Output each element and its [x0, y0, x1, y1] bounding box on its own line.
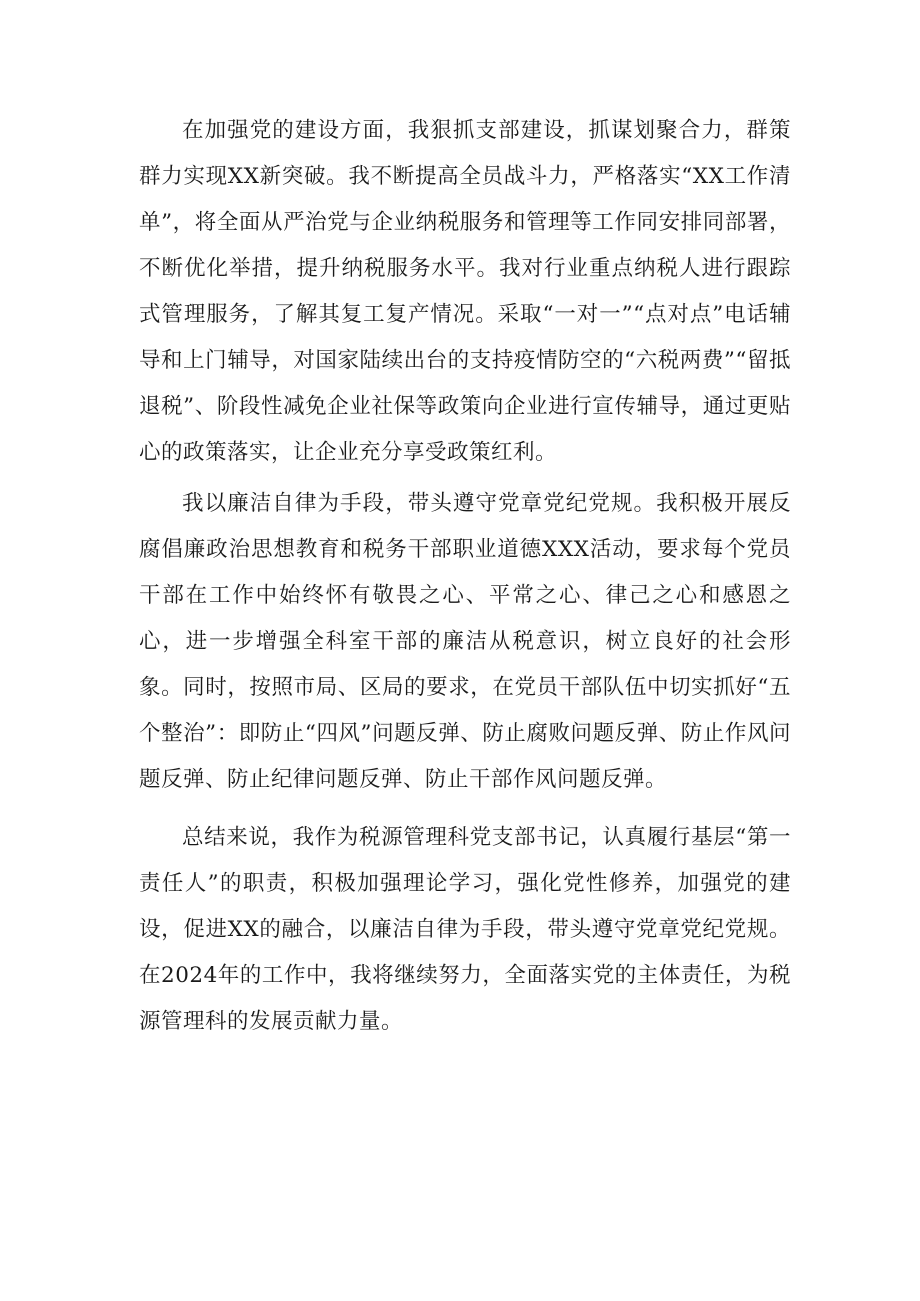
paragraph-integrity: 我以廉洁自律为手段，带头遵守党章党纪党规。我积极开展反腐倡廉政治思想教育和税务干部职业道德XXX活动，要求每个党员干部在工作中始终怀有敬畏之心、平常之心、律己之心和感恩之心，进一步增强全科室干部的廉洁从税意识，树立良好的社会形象。同时，按照市局、区局的要求，在党员干部队伍中切实抓好“五个整治”：即防止“四风”问题反弹、防止腐败问题反弹、防止作风问题反弹、防止纪律问题反弹、防止干部作风问题反弹。 [139, 491, 791, 792]
document-body [139, 108, 791, 1045]
paragraph-summary: 总结来说，我作为税源管理科党支部书记，认真履行基层“第一责任人”的职责，积极加强理论学习，强化党性修养，加强党的建设，促进XX的融合，以廉洁自律为手段，带头遵守党章党纪党规。在2024年的工作中，我将继续努力，全面落实党的主体责任，为税源管理科的发展贡献力量。 [139, 825, 791, 1034]
paragraph-party-building: 在加强党的建设方面，我狠抓支部建设，抓谋划聚合力，群策群力实现XX新突破。我不断提高全员战斗力，严格落实“XX工作清单”，将全面从严治党与企业纳税服务和管理等工作同安排同部署，不断优化举措，提升纳税服务水平。我对行业重点纳税人进行跟踪式管理服务，了解其复工复产情况。采取“一对一”“点对点”电话辅导和上门辅导，对国家陆续出台的支持疫情防空的“六税两费”“留抵退税”、阶段性减免企业社保等政策向企业进行宣传辅导，通过更贴心的政策落实，让企业充分享受政策红利。 [139, 118, 791, 465]
